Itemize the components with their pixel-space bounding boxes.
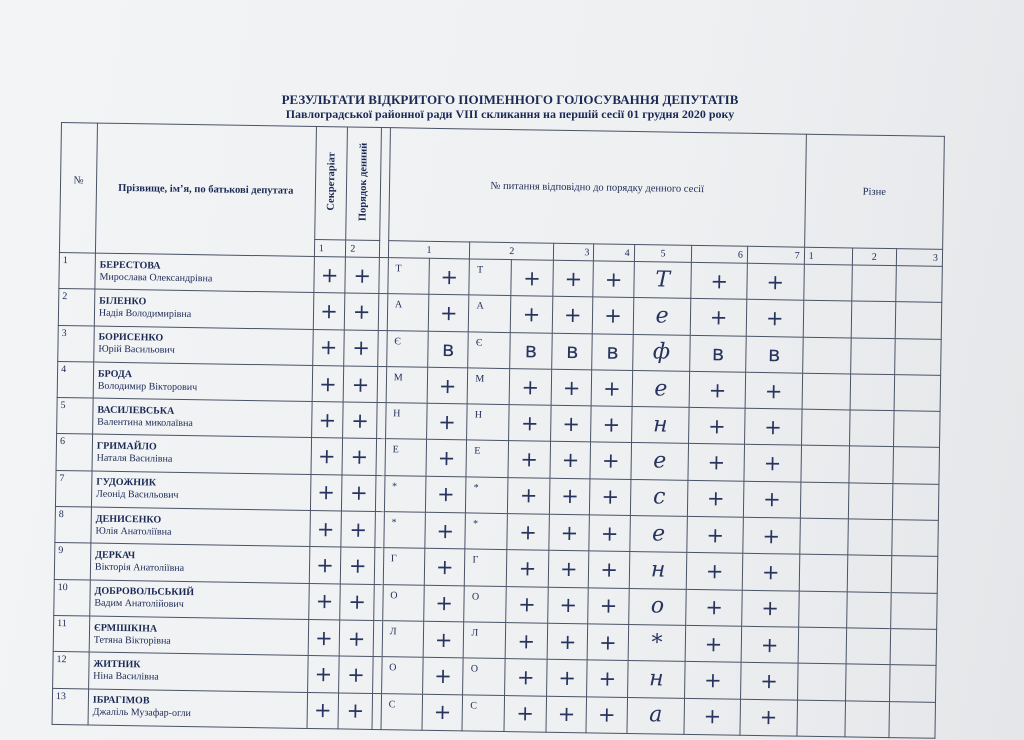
header-item-1: 1 xyxy=(388,241,470,259)
vote-mark: + xyxy=(588,588,629,625)
signature-letter: Т xyxy=(469,259,511,296)
vote-mark: в xyxy=(690,335,746,372)
vote-mark: + xyxy=(312,365,344,402)
vote-mark: + xyxy=(740,699,797,736)
document-subtitle: Павлоградської районної ради VIII скликання на першій сесії 01 грудня 2020 року xyxy=(285,107,735,121)
document-title: РЕЗУЛЬТАТИ ВІДКРИТОГО ПОІМЕННОГО ГОЛОСУВАННЯ ДЕПУТАТІВ xyxy=(281,92,739,107)
deputy-given-names: Валентина миколаївна xyxy=(97,416,193,429)
handwritten-mark: н xyxy=(629,552,687,589)
vote-mark: + xyxy=(743,517,800,554)
deputy-surname: ГУДОЖНИК xyxy=(96,477,157,489)
vote-mark: + xyxy=(507,514,550,551)
vote-mark: + xyxy=(546,696,587,733)
misc-cell xyxy=(889,701,935,738)
signature-letter: * xyxy=(384,512,426,549)
misc-cell xyxy=(851,265,896,302)
vote-mark: + xyxy=(590,442,631,479)
signature-letter: О xyxy=(382,584,424,621)
vote-mark: + xyxy=(687,516,743,553)
vote-mark: + xyxy=(422,694,463,731)
row-number: 4 xyxy=(57,361,93,398)
vote-mark: + xyxy=(310,511,342,548)
deputy-given-names: Вікторія Анатоліївна xyxy=(94,561,185,575)
row-number: 10 xyxy=(54,579,90,616)
vote-mark: + xyxy=(308,583,340,620)
misc-cell xyxy=(844,700,889,737)
header-sub-agenda: 2 xyxy=(346,240,380,258)
misc-cell xyxy=(847,519,892,556)
vote-mark: + xyxy=(309,547,341,584)
vote-mark: + xyxy=(426,476,467,513)
vote-mark: в xyxy=(509,332,552,369)
vote-mark: + xyxy=(341,511,375,548)
signature-letter: С xyxy=(381,693,423,730)
misc-cell xyxy=(850,338,895,375)
deputy-surname: БРОДА xyxy=(97,368,133,380)
deputy-name xyxy=(93,362,312,402)
deputy-name xyxy=(93,398,312,438)
misc-cell xyxy=(850,374,895,411)
deputy-surname: ЖИТНИК xyxy=(93,658,141,671)
signature-letter: Л xyxy=(382,621,424,658)
vote-mark: + xyxy=(685,625,741,662)
vote-mark: + xyxy=(740,663,797,700)
vote-mark: + xyxy=(593,261,634,298)
header-agenda-items: № питання відповідно до порядку денного сесії xyxy=(388,128,806,248)
deputy-name xyxy=(94,289,313,329)
deputy-given-names: Мирослава Олександрівна xyxy=(99,271,213,285)
vote-mark: + xyxy=(587,660,628,697)
deputy-surname: ГРИМАЙЛО xyxy=(96,440,157,453)
vote-mark: + xyxy=(510,296,553,333)
vote-mark: + xyxy=(314,256,346,293)
header-item-3: 3 xyxy=(554,243,595,261)
signature-letter: А xyxy=(387,294,429,331)
handwritten-mark: е xyxy=(631,443,689,480)
header-item-4: 4 xyxy=(594,244,635,262)
header-misc-1: 1 xyxy=(804,247,852,265)
header-item-2: 2 xyxy=(470,242,554,260)
misc-cell xyxy=(893,447,939,484)
deputy-given-names: Леонід Васильович xyxy=(95,489,179,502)
signature-letter: С xyxy=(462,694,504,731)
vote-mark: + xyxy=(689,408,745,445)
deputy-name xyxy=(91,507,310,547)
misc-cell xyxy=(797,663,845,700)
vote-mark: + xyxy=(511,260,554,297)
vote-mark: + xyxy=(313,293,345,330)
vote-mark: в xyxy=(746,336,803,373)
vote-mark: + xyxy=(423,658,464,695)
misc-cell xyxy=(894,375,940,412)
misc-cell xyxy=(846,592,891,629)
misc-cell xyxy=(801,446,849,483)
misc-cell xyxy=(894,411,940,448)
vote-mark: + xyxy=(341,547,375,584)
vote-mark: + xyxy=(548,551,589,588)
handwritten-mark: с xyxy=(630,479,688,516)
vote-mark: + xyxy=(508,441,551,478)
handwritten-mark: а xyxy=(627,697,685,734)
vote-mark: + xyxy=(338,692,372,729)
deputy-surname: ДОБРОВОЛЬСЬКИЙ xyxy=(94,585,195,599)
signature-letter: Л xyxy=(463,622,505,659)
header-sub-secretariat: 1 xyxy=(314,239,346,256)
deputy-given-names: Тетяна Вікторівна xyxy=(93,634,171,647)
row-number: 8 xyxy=(55,507,91,544)
deputy-name xyxy=(95,253,314,293)
vote-mark: + xyxy=(343,402,377,439)
signature-letter: Є xyxy=(386,330,428,367)
header-secretariat: Секретаріат xyxy=(314,127,347,240)
signature-letter: Г xyxy=(383,548,425,585)
deputy-given-names: Джаліль Музафар-огли xyxy=(92,706,192,720)
misc-cell xyxy=(846,628,891,665)
header-misc-2: 2 xyxy=(852,248,897,266)
vote-mark: + xyxy=(547,623,588,660)
misc-cell xyxy=(847,555,892,592)
signature-letter: О xyxy=(464,586,506,623)
vote-mark: + xyxy=(308,619,340,656)
row-number: 13 xyxy=(52,688,88,725)
handwritten-mark: е xyxy=(633,298,691,335)
deputy-given-names: Володимир Вікторович xyxy=(97,380,198,393)
vote-mark: + xyxy=(506,550,549,587)
header-row xyxy=(60,123,945,250)
misc-cell xyxy=(896,266,942,303)
header-item-7: 7 xyxy=(747,246,804,264)
vote-mark: + xyxy=(552,297,593,334)
handwritten-mark: е xyxy=(632,370,690,407)
signature-letter: Е xyxy=(466,440,508,477)
vote-mark: + xyxy=(427,403,468,440)
vote-mark: + xyxy=(509,368,552,405)
vote-mark: + xyxy=(744,445,801,482)
vote-mark: + xyxy=(427,367,468,404)
header-agenda: Порядок денний xyxy=(346,127,382,241)
deputy-given-names: Юрій Васильович xyxy=(98,343,175,357)
deputy-given-names: Надія Володимирівна xyxy=(98,307,192,321)
vote-mark: + xyxy=(428,295,469,332)
handwritten-mark: ф xyxy=(632,334,690,371)
misc-cell xyxy=(801,409,849,446)
misc-cell xyxy=(799,555,847,592)
vote-mark: + xyxy=(687,553,743,590)
vote-mark: + xyxy=(691,299,747,336)
signature-letter: Т xyxy=(388,258,430,295)
handwritten-mark: о xyxy=(628,588,686,625)
deputy-name xyxy=(88,689,307,729)
vote-mark: + xyxy=(505,586,548,623)
deputy-name xyxy=(90,543,309,583)
vote-mark: + xyxy=(553,260,594,297)
vote-mark: + xyxy=(550,442,591,479)
misc-cell xyxy=(891,592,937,629)
misc-cell xyxy=(798,591,846,628)
deputy-given-names: Ніна Василівна xyxy=(93,670,159,683)
vote-mark: в xyxy=(428,331,469,368)
handwritten-mark: н xyxy=(631,407,689,444)
deputy-surname: БІЛЕНКО xyxy=(99,295,147,308)
row-number: 9 xyxy=(54,543,90,580)
misc-cell xyxy=(802,373,850,410)
row-number: 11 xyxy=(53,615,89,652)
row-number: 1 xyxy=(59,252,95,289)
misc-cell xyxy=(800,482,848,519)
vote-mark: + xyxy=(548,587,589,624)
vote-mark: + xyxy=(744,408,801,445)
signature-letter: * xyxy=(384,475,426,512)
header-num: № xyxy=(59,123,97,254)
vote-mark: + xyxy=(746,300,803,337)
misc-cell xyxy=(797,700,845,737)
vote-mark: + xyxy=(592,370,633,407)
vote-mark: + xyxy=(586,696,627,733)
misc-cell xyxy=(848,483,893,520)
signature-letter: Г xyxy=(465,549,507,586)
signature-letter: О xyxy=(381,657,423,694)
misc-cell xyxy=(892,483,938,520)
vote-mark: + xyxy=(590,479,631,516)
vote-mark: + xyxy=(549,514,590,551)
vote-mark: + xyxy=(339,656,373,693)
signature-letter: М xyxy=(386,367,428,404)
vote-mark: + xyxy=(340,584,374,621)
row-number: 5 xyxy=(57,398,93,435)
deputy-surname: ДЕНИСЕНКО xyxy=(95,513,162,526)
vote-mark: + xyxy=(551,369,592,406)
vote-mark: в xyxy=(592,333,633,370)
header-item-5: 5 xyxy=(634,245,692,263)
vote-mark: + xyxy=(591,406,632,443)
vote-mark: + xyxy=(588,624,629,661)
misc-cell xyxy=(851,301,896,338)
vote-mark: + xyxy=(747,263,804,300)
vote-mark: + xyxy=(593,297,634,334)
vote-mark: + xyxy=(688,444,744,481)
deputy-surname: ВАСИЛЕВСЬКА xyxy=(97,404,175,417)
header-misc: Різне xyxy=(804,134,944,249)
row-number: 12 xyxy=(53,652,89,689)
handwritten-mark: Т xyxy=(634,262,692,299)
misc-cell xyxy=(803,300,851,337)
vote-mark: + xyxy=(345,293,379,330)
signature-letter: О xyxy=(463,658,505,695)
vote-mark: + xyxy=(685,662,741,699)
signature-letter: А xyxy=(469,295,511,332)
deputy-name xyxy=(90,580,309,620)
vote-mark: + xyxy=(691,262,747,299)
vote-mark: + xyxy=(547,659,588,696)
vote-mark: + xyxy=(589,515,630,552)
misc-cell xyxy=(895,302,941,339)
deputy-given-names: Наталя Василівна xyxy=(96,452,173,465)
misc-cell xyxy=(803,264,851,301)
vote-mark: + xyxy=(743,481,800,518)
row-number: 6 xyxy=(56,434,92,471)
vote-mark: + xyxy=(742,590,799,627)
deputy-surname: ЄРМІШКІНА xyxy=(93,622,158,635)
handwritten-mark: * xyxy=(628,624,686,661)
misc-cell xyxy=(892,520,938,557)
vote-mark: + xyxy=(589,551,630,588)
vote-mark: в xyxy=(552,333,593,370)
misc-cell xyxy=(802,337,850,374)
signature-letter: * xyxy=(465,513,507,550)
vote-mark: + xyxy=(504,659,547,696)
vote-mark: + xyxy=(688,480,744,517)
vote-mark: + xyxy=(550,478,591,515)
row-number: 7 xyxy=(55,470,91,507)
vote-mark: + xyxy=(342,475,376,512)
vote-mark: + xyxy=(343,366,377,403)
misc-cell xyxy=(848,446,893,483)
signature-letter: Е xyxy=(385,439,427,476)
header-misc-3: 3 xyxy=(896,249,942,267)
vote-mark: + xyxy=(342,438,376,475)
misc-cell xyxy=(890,629,936,666)
deputy-surname: ДЕРКАЧ xyxy=(95,549,136,562)
vote-mark: + xyxy=(307,692,339,729)
misc-cell xyxy=(891,556,937,593)
misc-cell xyxy=(890,665,936,702)
vote-mark: + xyxy=(339,620,373,657)
signature-letter: Н xyxy=(385,403,427,440)
vote-mark: + xyxy=(310,474,342,511)
vote-mark: + xyxy=(741,626,798,663)
vote-mark: + xyxy=(686,589,742,626)
deputy-given-names: Вадим Анатолійович xyxy=(94,597,184,611)
vote-mark: + xyxy=(745,372,802,409)
vote-mark: + xyxy=(684,698,740,735)
header-item-6: 6 xyxy=(692,245,748,263)
vote-mark: + xyxy=(424,549,465,586)
signature-letter: Н xyxy=(467,404,509,441)
vote-mark: + xyxy=(429,258,470,295)
misc-cell xyxy=(849,410,894,447)
vote-mark: + xyxy=(507,477,550,514)
voting-table xyxy=(52,122,945,739)
misc-cell xyxy=(895,338,941,375)
vote-mark: + xyxy=(345,257,379,294)
deputy-name xyxy=(92,435,311,475)
signature-letter: * xyxy=(466,477,508,514)
handwritten-mark: е xyxy=(630,516,688,553)
deputy-surname: БОРИСЕНКО xyxy=(98,331,164,344)
vote-mark: + xyxy=(508,405,551,442)
deputy-given-names: Юлія Анатоліївна xyxy=(95,525,172,538)
header-name: Прізвище, ім’я, по батькові депутата xyxy=(95,123,316,256)
vote-mark: + xyxy=(424,585,465,622)
vote-mark: + xyxy=(504,695,547,732)
vote-mark: + xyxy=(312,329,344,366)
vote-mark: + xyxy=(551,405,592,442)
vote-mark: + xyxy=(689,371,745,408)
vote-mark: + xyxy=(307,656,339,693)
misc-cell xyxy=(845,664,890,701)
vote-mark: + xyxy=(311,402,343,439)
deputy-name xyxy=(89,652,308,692)
misc-cell xyxy=(799,518,847,555)
misc-cell xyxy=(798,627,846,664)
deputy-name xyxy=(89,616,308,656)
vote-mark: + xyxy=(742,554,799,591)
row-number: 3 xyxy=(58,325,94,362)
deputy-name xyxy=(94,326,313,366)
handwritten-mark: н xyxy=(627,661,685,698)
vote-mark: + xyxy=(505,623,548,660)
vote-mark: + xyxy=(425,512,466,549)
signature-letter: М xyxy=(467,368,509,405)
vote-mark: + xyxy=(344,330,378,367)
vote-mark: + xyxy=(426,440,467,477)
vote-mark: + xyxy=(311,438,343,475)
vote-mark: + xyxy=(423,621,464,658)
signature-letter: Є xyxy=(468,332,510,369)
row-number: 2 xyxy=(58,289,94,326)
deputy-name xyxy=(91,471,310,511)
deputy-surname: ІБРАГІМОВ xyxy=(92,694,150,707)
deputy-surname: БЕРЕСТОВА xyxy=(99,259,161,272)
